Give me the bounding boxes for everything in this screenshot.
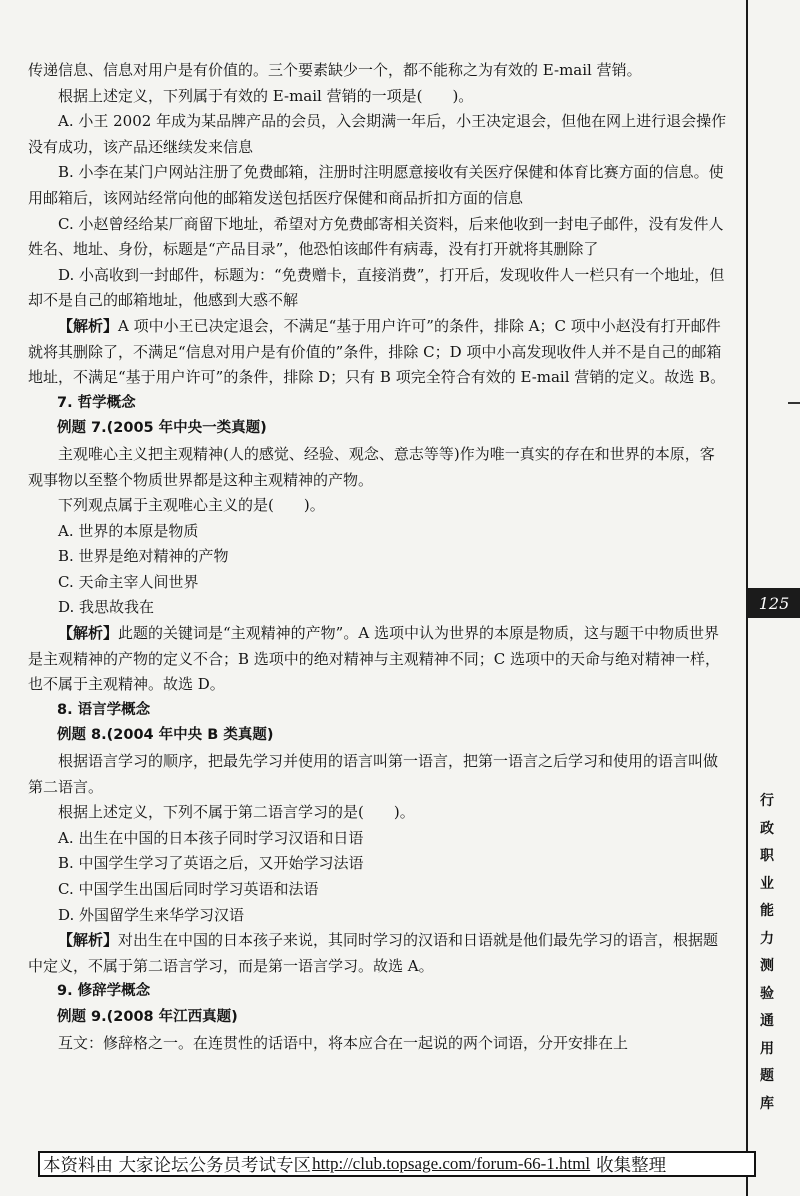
option-7c: C. 天命主宰人间世界 xyxy=(58,572,199,591)
side-title-char: 力 xyxy=(760,930,774,947)
definition-8: 根据语言学习的顺序，把最先学习并使用的语言叫第一语言，把第一语言之后学习和使用的语言叫做第二语言。 xyxy=(28,752,719,796)
side-title-char: 职 xyxy=(760,848,774,864)
option-7a: A. 世界的本原是物质 xyxy=(58,521,199,540)
footer-suffix: 收集整理 xyxy=(596,1155,667,1176)
example-heading-7: 例题 7.(2005 年中央一类真题) xyxy=(57,420,267,437)
analysis-tag: 【解析】 xyxy=(58,931,119,950)
footer-banner xyxy=(38,1151,756,1177)
option-a: A. 小王 2002 年成为某品牌产品的会员，入会期满一年后，小王决定退会，但他在网上进行退会操作没有成功，该产品还继续发来信息 xyxy=(28,112,727,156)
analysis xyxy=(28,314,728,391)
analysis-8 xyxy=(28,928,728,979)
side-title-char: 用 xyxy=(760,1040,774,1057)
question-prompt-8: 根据上述定义，下列不属于第二语言学习的是( )。 xyxy=(58,803,415,822)
side-title-char: 测 xyxy=(760,958,774,974)
analysis-7 xyxy=(28,621,728,698)
option-7d: D. 我思故我在 xyxy=(58,598,155,617)
margin-tick xyxy=(788,402,800,404)
option-8d: D. 外国留学生来华学习汉语 xyxy=(58,905,245,924)
option-8a: A. 出生在中国的日本孩子同时学习汉语和日语 xyxy=(58,828,364,847)
option-8c: C. 中国学生出国后同时学习英语和法语 xyxy=(58,880,319,898)
option-c: C. 小赵曾经给某厂商留下地址，希望对方免费邮寄相关资料，后来他收到一封电子邮件，没有发件人姓名、地址、身份，标题是“产品目录”，他恐怕该邮件有病毒，没有打开就将其删除了 xyxy=(28,214,724,259)
section-heading-7: 7. 哲学概念 xyxy=(57,394,136,411)
analysis-tag: 【解析】 xyxy=(58,316,119,335)
analysis-text: A 项中小王已决定退会，不满足“基于用户许可”的条件，排除 A；C 项中小赵没有打开邮件就将其删除了，不满足“信息对用户是有价值的”条件，排除 C；D 项中小高发现收件人并不是自己的邮箱地址，不满足“基于用户许可”的条件，排除 D；只有 B 项完全符合有效的 E-mail 营销的定义。故选 B。 xyxy=(28,316,726,387)
definition-7: 主观唯心主义把主观精神(人的感觉、经验、观念、意志等等)作为唯一真实的存在和世界的本原，客观事物以至整个物质世界都是这种主观精神的产物。 xyxy=(28,444,715,489)
side-title-char: 行 xyxy=(760,793,774,809)
side-title-char: 通 xyxy=(760,1013,774,1029)
example-heading-9: 例题 9.(2008 年江西真题) xyxy=(57,1008,238,1025)
section-heading-8: 8. 语言学概念 xyxy=(57,701,151,718)
analysis-tag: 【解析】 xyxy=(58,624,119,643)
option-8b: B. 中国学生学习了英语之后，又开始学习法语 xyxy=(58,854,364,873)
page-body xyxy=(28,58,728,1056)
side-title xyxy=(754,788,780,1118)
option-7b: B. 世界是绝对精神的产物 xyxy=(58,547,229,566)
definition-9: 互文：修辞格之一。在连贯性的话语中，将本应合在一起说的两个词语，分开安排在上 xyxy=(58,1033,629,1052)
paragraph: 传递信息、信息对用户是有价值的。三个要素缺少一个，都不能称之为有效的 E-mail 营销。 xyxy=(28,61,642,79)
footer-link[interactable]: http://club.topsage.com/forum-66-1.html xyxy=(312,1154,591,1173)
footer-prefix: 本资料由 大家论坛公务员考试专区 xyxy=(43,1155,312,1176)
analysis-text: 此题的关键词是“主观精神的产物”。A 选项中认为世界的本原是物质，这与题干中物质世界是主观精神的产物的定义不合；B 选项中的绝对精神与主观精神不同；C 选项中的天命与绝对精神一样，也不属于主观精神。故选 D。 xyxy=(28,624,721,694)
option-b: B. 小李在某门户网站注册了免费邮箱，注册时注明愿意接收有关医疗保健和体育比赛方面的信息。使用邮箱后，该网站经常向他的邮箱发送包括医疗保健和商品折扣方面的信息 xyxy=(28,163,724,207)
question-prompt-7: 下列观点属于主观唯心主义的是( )。 xyxy=(58,496,325,515)
option-d: D. 小高收到一封邮件，标题为：“免费赠卡，直接消费”，打开后，发现收件人一栏只有一个地址，但却不是自己的邮箱地址，他感到大惑不解 xyxy=(28,265,725,310)
side-title-char: 题 xyxy=(760,1068,774,1084)
page-number: 125 xyxy=(748,588,800,618)
side-title-char: 库 xyxy=(760,1095,774,1112)
side-title-char: 能 xyxy=(760,903,774,919)
example-heading-8: 例题 8.(2004 年中央 B 类真题) xyxy=(57,727,274,744)
analysis-text: 对出生在中国的日本孩子来说，其同时学习的汉语和日语就是他们最先学习的语言，根据题中定义，不属于第二语言学习，而是第一语言学习。故选 A。 xyxy=(28,931,719,975)
side-title-char: 业 xyxy=(760,875,774,892)
section-heading-9: 9. 修辞学概念 xyxy=(57,983,151,1000)
question-prompt: 根据上述定义，下列属于有效的 E-mail 营销的一项是( )。 xyxy=(58,86,474,105)
side-title-char: 政 xyxy=(760,820,774,837)
side-title-char: 验 xyxy=(760,985,774,1002)
